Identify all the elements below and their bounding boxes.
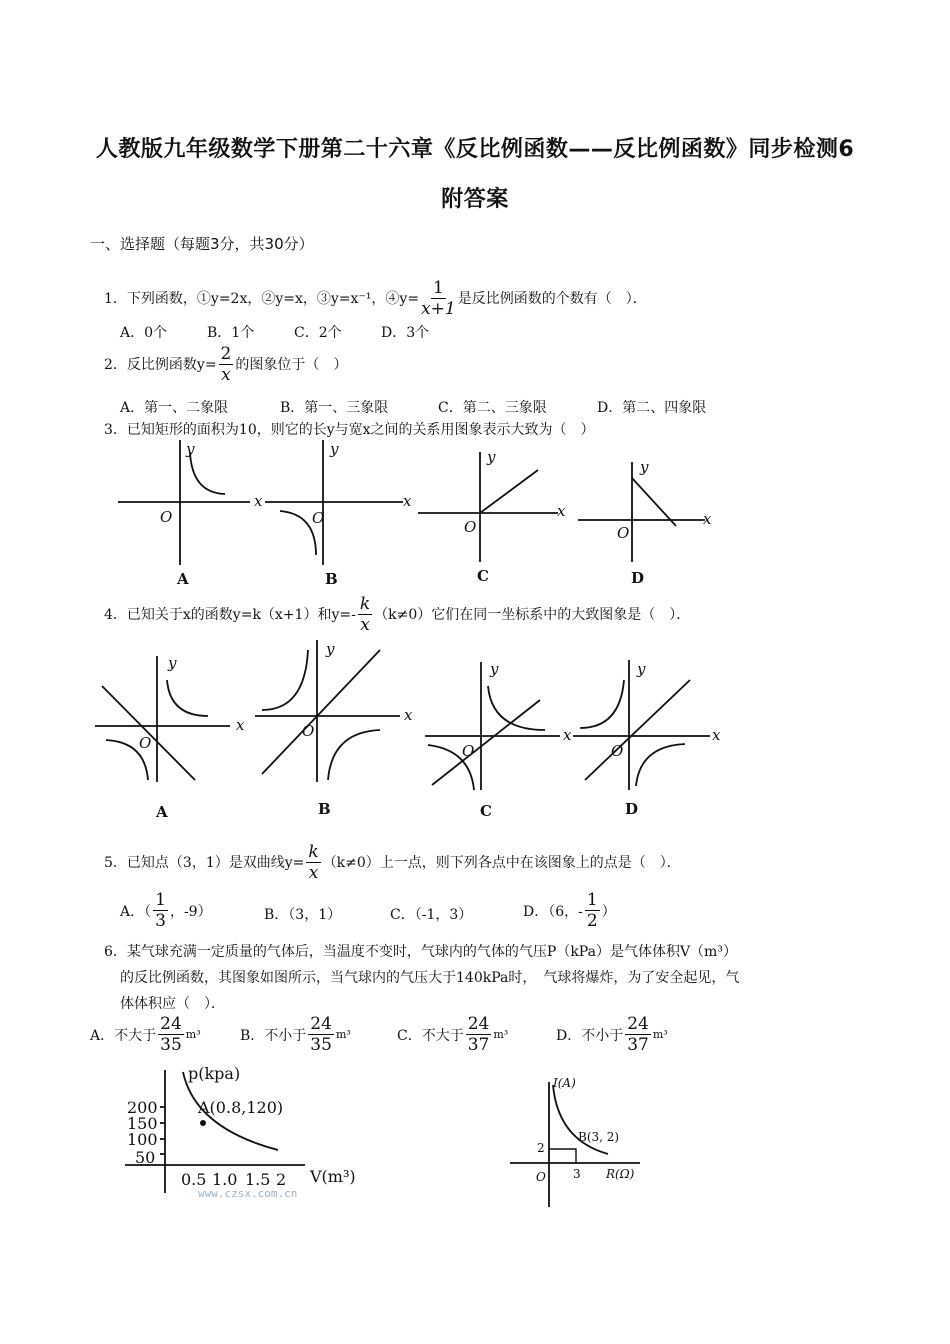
question-5 [104, 842, 681, 883]
fig2-ytick: 2 [537, 1141, 545, 1155]
fig1-ytick-100: 100 [127, 1130, 158, 1149]
section-heading: 一、选择题（每题3分，共30分） [90, 235, 314, 253]
q3b-x: x [403, 492, 412, 510]
q6d-fraction [625, 1014, 651, 1055]
q1-option-b: B．1个 [207, 325, 255, 341]
q4-graph-a [95, 656, 230, 782]
q6-option-c [397, 1014, 508, 1055]
q5-pre: 5．已知点（3，1）是双曲线y= [104, 854, 305, 871]
q3-graph-d [578, 462, 705, 562]
page-subtitle: 附答案 [441, 187, 509, 212]
q3a-x: x [254, 492, 263, 510]
q6a-pre: A．不大于 [90, 1027, 157, 1044]
q4-den: x [360, 615, 370, 635]
q4-graph-c [425, 662, 560, 790]
q6b-num: 24 [310, 1014, 332, 1034]
fig2-ylabel: I(A) [553, 1076, 576, 1090]
q1-post: 是反比例函数的个数有（ ）． [457, 290, 647, 307]
q1-num: 1 [432, 278, 444, 298]
q6a-num: 24 [160, 1014, 182, 1034]
q5d-pre: D．（6，- [523, 903, 583, 920]
q3c-y: y [487, 448, 496, 466]
q5-den: x [308, 863, 319, 883]
q2-option-c: C．第二、三象限 [438, 400, 547, 416]
q6d-pre: D．不小于 [556, 1027, 624, 1044]
q6c-num: 24 [467, 1014, 490, 1034]
q4a-o: O [139, 734, 152, 752]
q4-fraction [358, 594, 372, 635]
q3d-x: x [703, 510, 712, 528]
q6-line-1: 6．某气球充满一定质量的气体后，当温度不变时，气球内的气体的气压P（kPa）是气体体积V（m³） [104, 944, 737, 960]
q1-option-d: D．3个 [381, 325, 430, 341]
q6b-pre: B．不小于 [240, 1027, 307, 1044]
fig1-xlabel: V(m³) [310, 1167, 356, 1186]
q6-line-3: 体体积应（ ）． [120, 996, 225, 1012]
q4-num: k [359, 594, 371, 614]
q4d-o: O [611, 742, 624, 760]
q3a-y: y [186, 440, 195, 458]
q5d-fraction [585, 890, 600, 931]
q5a-den: 3 [155, 911, 166, 931]
q5d-den: 2 [586, 911, 598, 931]
q6b-fraction [308, 1014, 334, 1055]
q3-label-b: B [325, 570, 338, 588]
q1-option-a: A．0个 [120, 325, 168, 341]
fig1-xtick-1.5: 1.5 [245, 1170, 271, 1189]
q3b-y: y [330, 440, 339, 458]
page-title: 人教版九年级数学下册第二十六章《反比例函数——反比例函数》同步检测6 [95, 137, 855, 162]
q4b-y: y [326, 640, 335, 658]
q6b-den: 35 [310, 1035, 332, 1055]
q3-graph-c [418, 452, 558, 562]
q3a-o: O [160, 508, 173, 526]
q6c-den: 37 [467, 1035, 490, 1055]
q5-num: k [308, 842, 319, 862]
q4-post: （k≠0）它们在同一坐标系中的大致图象是（ ）． [374, 606, 691, 623]
q6a-den: 35 [160, 1035, 182, 1055]
q5a-post: ，-9） [169, 903, 212, 920]
fig2-point-label: B(3, 2) [578, 1130, 620, 1144]
q5a-pre: A．（ [120, 903, 152, 920]
q4-pre: 4．已知关于x的函数y=k（x+1）和y=- [104, 606, 356, 623]
q5-fraction [306, 842, 320, 883]
q2-option-a: A．第一、二象限 [120, 400, 229, 416]
q6c-fraction [466, 1014, 492, 1055]
q4b-x: x [404, 706, 413, 724]
q2-option-b: B．第一、三象限 [280, 400, 389, 416]
q3-graph-b [265, 440, 403, 565]
q3d-y: y [640, 458, 649, 476]
q6d-den: 37 [627, 1035, 649, 1055]
q5-option-a [120, 890, 212, 931]
q6a-fraction [158, 1014, 184, 1055]
fig1-xtick-2: 2 [276, 1170, 287, 1189]
q3-graph-a [118, 440, 250, 565]
q4a-y: y [168, 654, 177, 672]
fig1-ytick-150: 150 [127, 1114, 158, 1133]
q4a-x: x [236, 716, 245, 734]
fig1-point-a [200, 1120, 206, 1126]
q6d-unit: m³ [652, 1028, 668, 1041]
fig1-point-label: A(0.8,120) [198, 1098, 284, 1117]
q1-pre: 1．下列函数，①y=2x，②y=x，③y=x⁻¹，④y= [104, 290, 420, 307]
q2-pre: 2．反比例函数y= [104, 356, 217, 373]
fig2-origin: O [536, 1170, 546, 1184]
q6a-unit: m³ [185, 1028, 201, 1041]
q6-option-d [556, 1014, 668, 1055]
q4c-o: O [462, 742, 475, 760]
q2-den: x [221, 365, 231, 385]
q3-label-a: A [177, 570, 189, 588]
q4c-y: y [490, 660, 499, 678]
q5-option-d [523, 890, 616, 931]
fig2-graph [510, 1082, 640, 1207]
q4-label-d: D [625, 800, 639, 818]
q4-label-c: C [480, 802, 492, 820]
q6-option-b [240, 1014, 351, 1055]
q6d-num: 24 [627, 1014, 649, 1034]
q4-label-b: B [318, 800, 331, 818]
q5d-post: ） [601, 903, 616, 920]
q4b-o: O [302, 722, 315, 740]
q6c-pre: C．不大于 [397, 1027, 464, 1044]
q3-label-c: C [477, 567, 489, 585]
question-4 [104, 594, 690, 635]
q4d-x: x [712, 726, 721, 744]
watermark: www.czsx.com.cn [198, 1187, 298, 1200]
q6-line-2: 的反比例函数，其图象如图所示，当气球内的气压大于140kPa时， 气球将爆炸，为了安全起见，气 [120, 970, 740, 986]
fig2-xtick: 3 [573, 1167, 581, 1181]
fig1-xtick-0.5: 0.5 [181, 1170, 207, 1189]
q1-den: x+1 [421, 299, 456, 319]
fig1-ytick-50: 50 [135, 1148, 156, 1167]
q5d-num: 1 [586, 890, 598, 910]
q3d-o: O [617, 524, 630, 542]
q6b-unit: m³ [335, 1028, 351, 1041]
fig1-xtick-1.0: 1.0 [212, 1170, 238, 1189]
q3c-x: x [557, 502, 566, 520]
q1-option-c: C．2个 [294, 325, 342, 341]
q3b-o: O [312, 509, 325, 527]
q4c-x: x [563, 726, 572, 744]
q3-label-d: D [631, 569, 645, 587]
fig1-ylabel: p(kpa) [188, 1064, 241, 1083]
q5-option-c: C．（-1，3） [390, 907, 473, 923]
q5-option-b: B．（3，1） [264, 907, 342, 923]
question-3: 3．已知矩形的面积为10，则它的长y与宽x之间的关系用图象表示大致为（ ） [104, 422, 595, 438]
q4-graph-d [573, 660, 710, 790]
fig2-xlabel: R(Ω) [606, 1167, 635, 1181]
q3c-o: O [464, 518, 477, 536]
q2-option-d: D．第二、四象限 [597, 400, 707, 416]
q2-num: 2 [220, 344, 232, 364]
q5a-fraction [153, 890, 168, 931]
q6c-unit: m³ [493, 1028, 509, 1041]
fig1-ytick-200: 200 [127, 1098, 158, 1117]
q4d-y: y [637, 660, 646, 678]
q6-option-a [90, 1014, 201, 1055]
q4-graph-b [255, 640, 400, 782]
q5a-num: 1 [155, 890, 166, 910]
q2-post: 的图象位于（ ） [235, 356, 348, 373]
q4-label-a: A [156, 803, 168, 821]
q5-post: （k≠0）上一点，则下列各点中在该图象上的点是（ ）． [322, 854, 681, 871]
